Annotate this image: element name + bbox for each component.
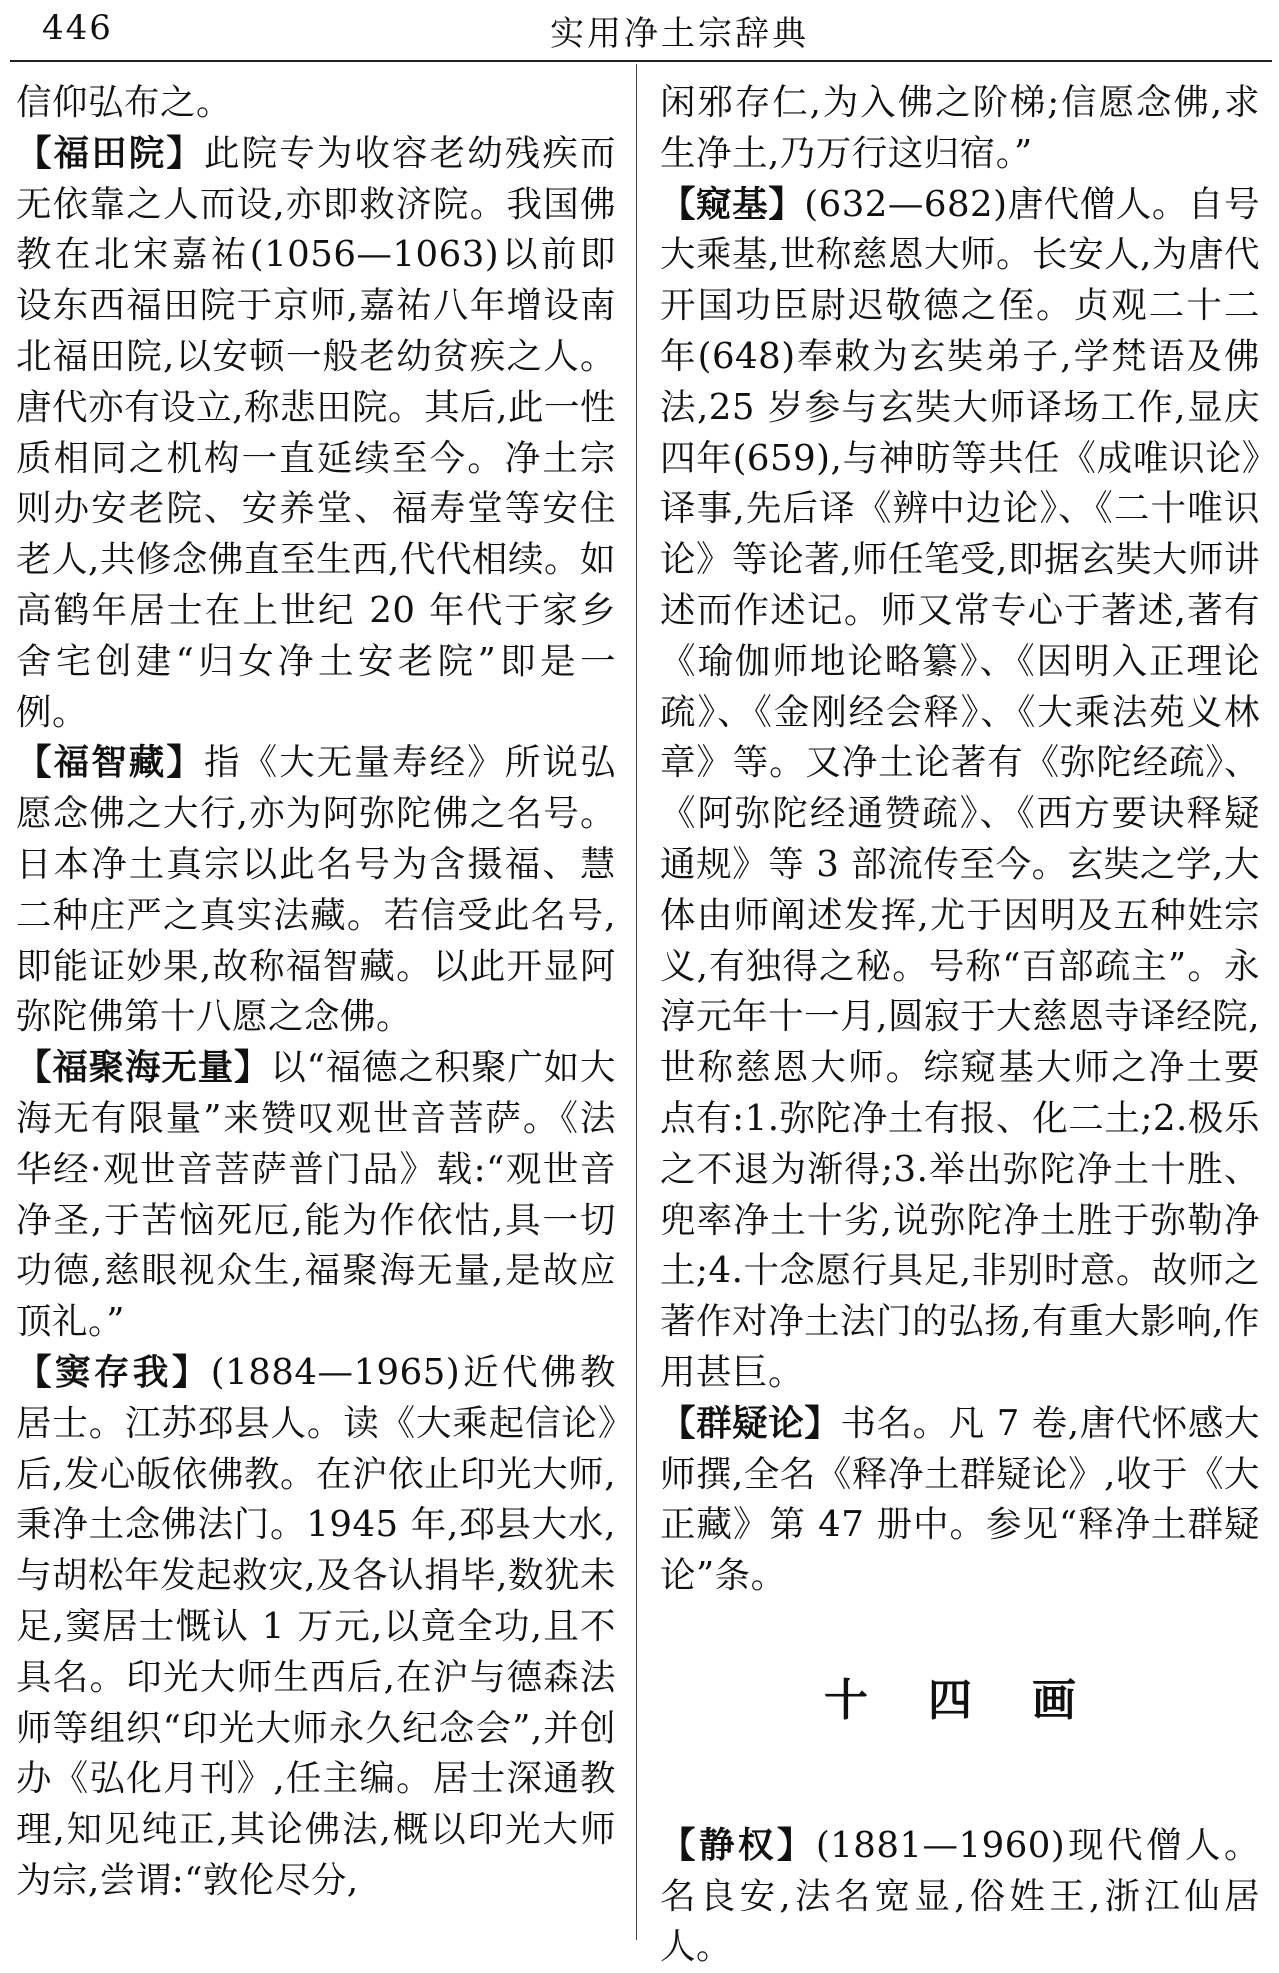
dictionary-entry (660, 180, 1260, 1399)
entry-body: (1881—1960)现代僧人。名良安,法名宽显,俗姓王,浙江仙居人。 (660, 1824, 1260, 1968)
left-column (16, 78, 616, 1907)
right-column (660, 78, 1260, 1973)
entry-body: 指《大无量寿经》所说弘愿念佛之大行,亦为阿弥陀佛之名号。日本净土真宗以此名号为含摄福、慧二种庄严之真实法藏。若信受此名号,即能证妙果,故称福智藏。以此开显阿弥陀佛第十八愿之念佛。 (16, 742, 616, 1038)
entry-body: (1884—1965)近代佛教居士。江苏邳县人。读《大乘起信论》后,发心皈依佛教。在沪依止印光大师,秉净土念佛法门。1945 年,邳县大水,与胡松年发起救灾,及各认捐毕,数犹未足,窦居士慨认 1 万元,以竟全功,且不具名。印光大师生西后,在沪与德森法师等组织“印光大师永久纪念会”,并创办《弘化月刊》,任主编。居士深通教理,知见纯正,其论佛法,概以印光大师为宗,尝谓:“敦伦尽分, (16, 1351, 616, 1901)
entry-body: 书名。凡 7 卷,唐代怀感大师撰,全名《释净土群疑论》,收于《大正藏》第 47 册中。参见“释净土群疑论”条。 (660, 1402, 1260, 1597)
entry-headword: 【窦存我】 (16, 1351, 211, 1393)
entry-headword: 【福聚海无量】 (16, 1047, 271, 1089)
entry-body: 以“福德之积聚广如大海无有限量”来赞叹观世音菩萨。《法华经·观世音菩萨普门品》载:“观世音净圣,于苦恼死厄,能为作依怙,具一切功德,慈眼视众生,福聚海无量,是故应顶礼。” (16, 1047, 616, 1343)
column-divider (636, 64, 637, 1940)
section-heading: 十四画 (824, 1674, 1136, 1726)
continuation-text: 闲邪存仁,为入佛之阶梯;信愿念佛,求生净土,乃万行这归宿。” (660, 82, 1260, 174)
entry-headword: 【群疑论】 (660, 1402, 841, 1444)
book-title: 实用净土宗辞典 (550, 14, 809, 54)
header-rule (10, 60, 1272, 62)
dictionary-entry (16, 1043, 616, 1348)
continuation-text: 信仰弘布之。 (16, 82, 233, 123)
entry-headword: 【窥基】 (660, 183, 805, 225)
dictionary-entry (660, 1821, 1260, 1973)
entry-body: 此院专为收容老幼残疾而无依靠之人而设,亦即救济院。我国佛教在北宋嘉祐(1056—1063)以前即设东西福田院于京师,嘉祐八年增设南北福田院,以安顿一般老幼贫疾之人。唐代亦有设立,称悲田院。其后,此一性质相同之机构一直延续至今。净土宗则办安老院、安养堂、福寿堂等安住老人,共修念佛直至生西,代代相续。如高鹤年居士在上世纪 20 年代于家乡舍宅创建“归女净土安老院”即是一例。 (16, 132, 616, 733)
entry-body: (632—682)唐代僧人。自号大乘基,世称慈恩大师。长安人,为唐代开国功臣尉迟敬德之侄。贞观二十二年(648)奉敕为玄奘弟子,学梵语及佛法,25 岁参与玄奘大师译场工作,显庆四年(659),与神昉等共任《成唯识论》译事,先后译《辨中边论》、《二十唯识论》等论著,师任笔受,即据玄奘大师讲述而作述记。师又常专心于著述,著有《瑜伽师地论略纂》、《因明入正理论疏》、《金刚经会释》、《大乘法苑义林章》等。又净土论著有《弥陀经疏》、《阿弥陀经通赞疏》、《西方要诀释疑通规》等 3 部流传至今。玄奘之学,大体由师阐述发挥,尤于因明及五种姓宗义,有独得之秘。号称“百部疏主”。永淳元年十一月,圆寂于大慈恩寺译经院,世称慈恩大师。综窥基大师之净土要点有:1.弥陀净土有报、化二土;2.极乐之不退为渐得;3.举出弥陀净土十胜、兜率净土十劣,说弥陀净土胜于弥勒净土;4.十念愿行具足,非别时意。故师之著作对净土法门的弘扬,有重大影响,作用甚巨。 (660, 183, 1260, 1393)
dictionary-entry (660, 1399, 1260, 1602)
dictionary-entry (16, 129, 616, 739)
entry-headword: 【福田院】 (16, 132, 204, 174)
dictionary-entry (16, 1348, 616, 1907)
entry-headword: 【福智藏】 (16, 742, 204, 784)
entry-headword: 【静权】 (660, 1824, 816, 1866)
page-number: 446 (42, 8, 113, 48)
dictionary-entry (16, 738, 616, 1043)
